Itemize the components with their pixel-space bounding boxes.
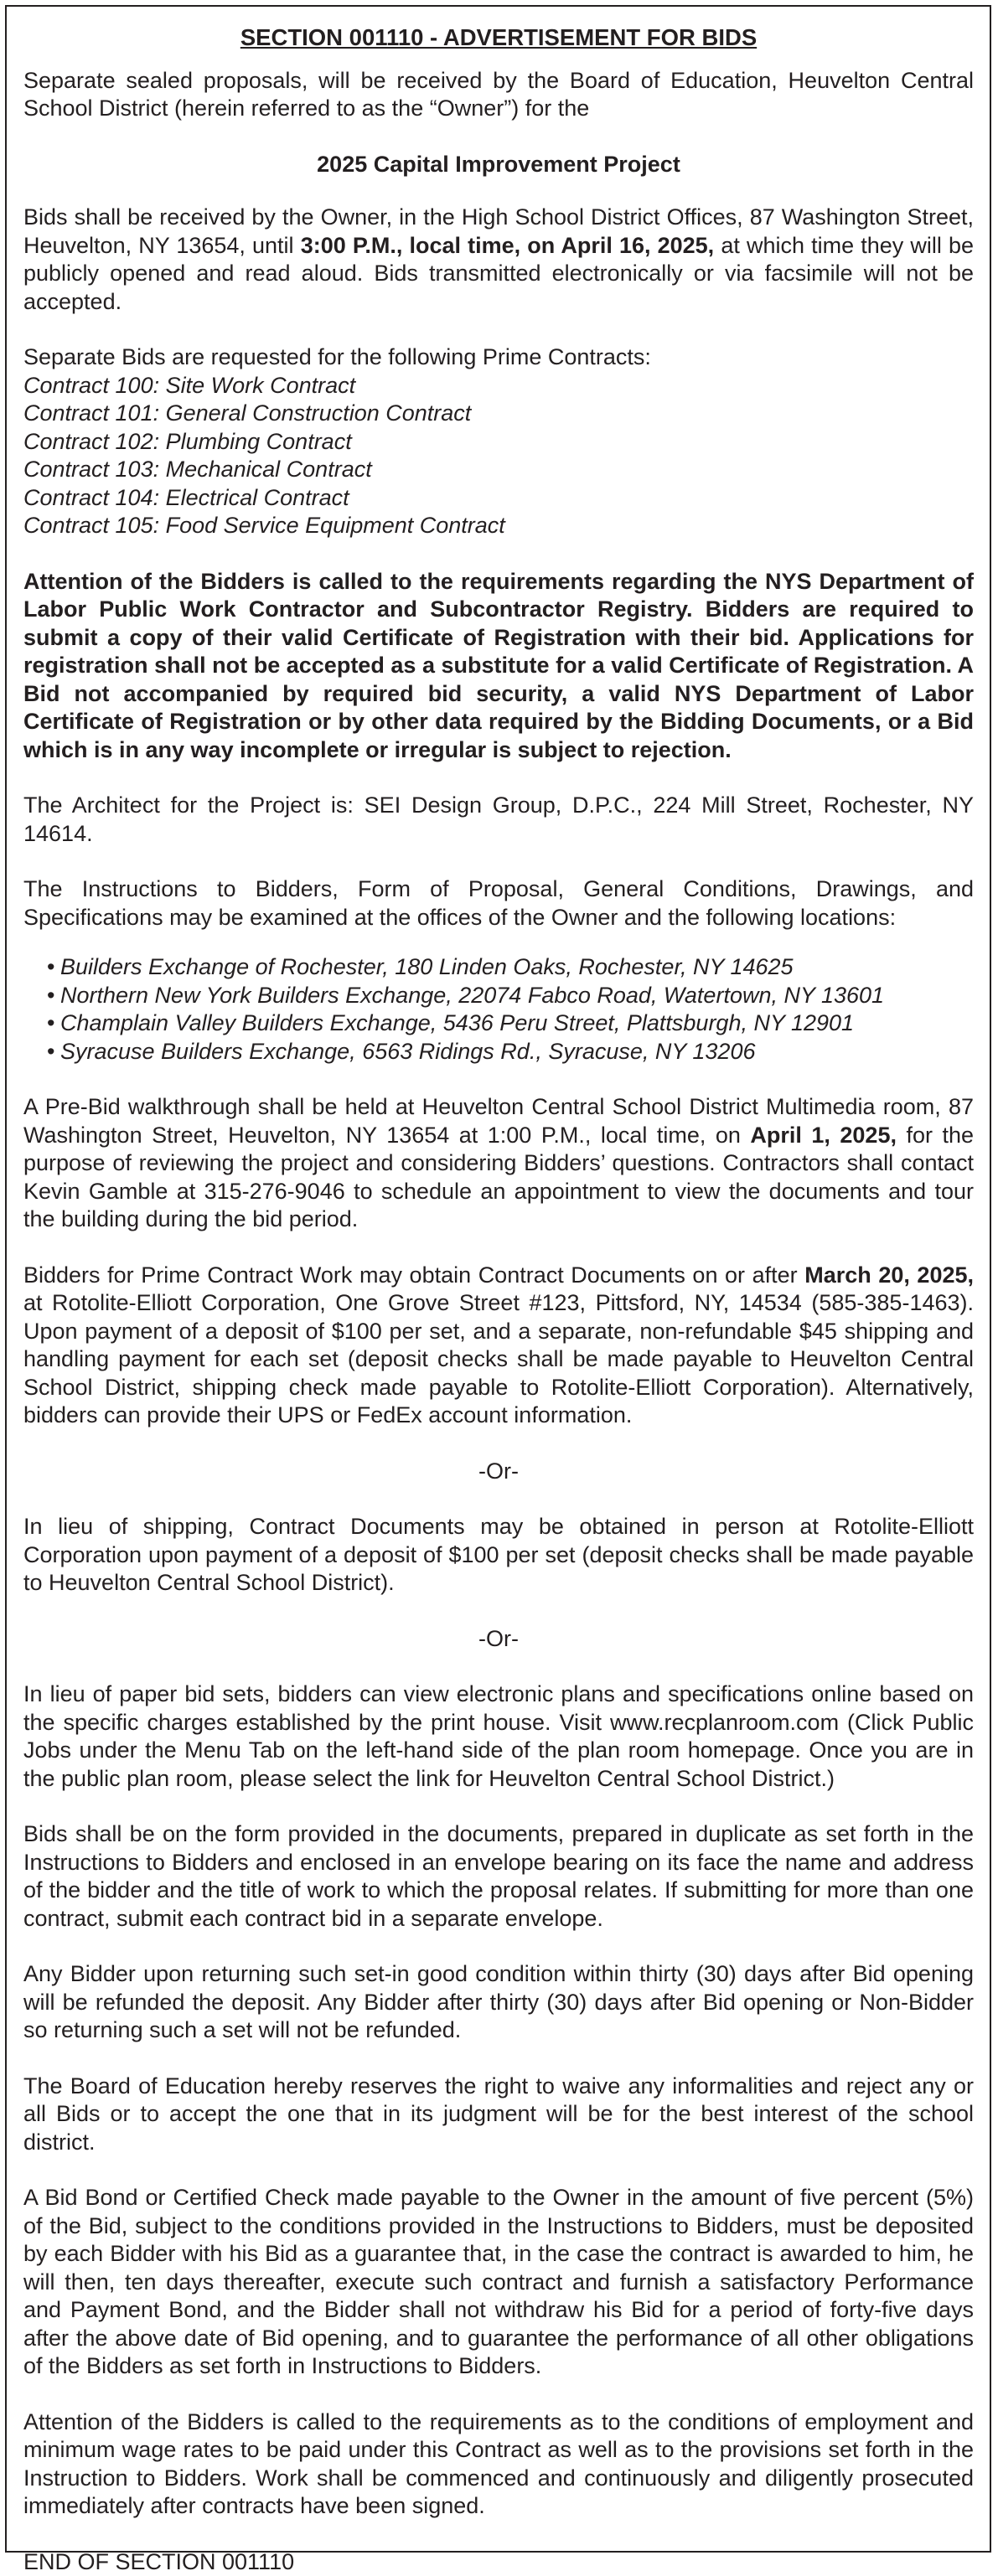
prebid-text-2: for the purpose of reviewing the project and considering Bidders’ questions. Contractors shall contact Kevin Gamble at 315-276-9046 to schedule an appointment to view the documents and tour the building during the bid period.: [23, 1123, 974, 1232]
location-item: • Syracuse Builders Exchange, 6563 Ridings Rd., Syracuse, NY 13206: [47, 1038, 974, 1066]
bid-deadline: 3:00 P.M., local time, on April 16, 2025,: [301, 233, 715, 258]
prime-contracts-intro: Separate Bids are requested for the following Prime Contracts:: [23, 343, 974, 372]
documents-paragraph: [23, 1262, 974, 1430]
contract-item: Contract 104: Electrical Contract: [23, 484, 974, 513]
wages-paragraph: Attention of the Bidders is called to the requirements as to the conditions of employment and minimum wage rates to be paid under this Contract as well as to the provisions set forth in the Instruction to Bidders. Work shall be commenced and continuously and diligently prosecuted immediately after contracts have been signed.: [23, 2408, 974, 2521]
contract-item: Contract 105: Food Service Equipment Contract: [23, 512, 974, 540]
advertisement-body: [23, 23, 974, 2576]
contracts-block: [23, 343, 974, 540]
form-paragraph: Bids shall be on the form provided in the documents, prepared in duplicate as set forth in the Instructions to Bidders and enclosed in an envelope bearing on its face the name and address of the bidder and the title of work to which the proposal relates. If submitting for more than one contract, submit each contract bid in a separate envelope.: [23, 1820, 974, 1933]
contract-item: Contract 102: Plumbing Contract: [23, 428, 974, 457]
refund-paragraph: Any Bidder upon returning such set-in good condition within thirty (30) days after Bid opening will be refunded the deposit. Any Bidder after thirty (30) days after Bid opening or Non-Bidder so returning such a set will not be refunded.: [23, 1960, 974, 2045]
architect-paragraph: The Architect for the Project is: SEI Design Group, D.P.C., 224 Mill Street, Rochester, NY 14614.: [23, 792, 974, 848]
prebid-date: April 1, 2025,: [750, 1123, 897, 1148]
project-name: 2025 Capital Improvement Project: [23, 151, 974, 179]
bids-received-paragraph: [23, 204, 974, 316]
end-of-section: END OF SECTION 001110: [23, 2548, 974, 2576]
documents-text: Bidders for Prime Contract Work may obtain Contract Documents on or after: [23, 1262, 804, 1288]
bids-received-text: Bids shall be received by the Owner, in the High School District Offices, 87 Washington Street, Heuvelton, NY 13654, until: [23, 204, 974, 258]
prebid-paragraph: [23, 1093, 974, 1234]
section-title: SECTION 001110 - ADVERTISEMENT FOR BIDS: [23, 23, 974, 52]
documents-text-2: at Rotolite-Elliott Corporation, One Grove Street #123, Pittsford, NY, 14534 (585-385-1463). Upon payment of a deposit of $100 per set, and a separate, non-refundable $45 shipping and handling payment for each set (deposit checks shall be made payable to Heuvelton Central School District, shipping check made payable to Rotolite-Elliott Corporation). Alternatively, bidders can provide their UPS or FedEx account information.: [23, 1290, 974, 1427]
location-item: • Champlain Valley Builders Exchange, 5436 Peru Street, Plattsburgh, NY 12901: [47, 1009, 974, 1038]
instructions-paragraph: The Instructions to Bidders, Form of Proposal, General Conditions, Drawings, and Specifications may be examined at the offices of the Owner and the following locations:: [23, 875, 974, 932]
reserves-paragraph: The Board of Education hereby reserves the right to waive any informalities and reject any or all Bids or to accept the one that in its judgment will be for the best interest of the school district.: [23, 2073, 974, 2157]
locations-list: [23, 953, 974, 1066]
or-separator: -Or-: [23, 1625, 974, 1654]
or-separator: -Or-: [23, 1458, 974, 1486]
documents-date: March 20, 2025,: [804, 1262, 974, 1288]
location-item: • Northern New York Builders Exchange, 22074 Fabco Road, Watertown, NY 13601: [47, 982, 974, 1010]
in-person-paragraph: In lieu of shipping, Contract Documents may be obtained in person at Rotolite-Elliott Corporation upon payment of a deposit of $100 per set (deposit checks shall be made payable to Heuvelton Central School District).: [23, 1513, 974, 1598]
registry-notice: Attention of the Bidders is called to the requirements regarding the NYS Department of Labor Public Work Contractor and Subcontractor Registry. Bidders are required to submit a copy of their valid Certificate of Registration with their bid. Applications for registration shall not be accepted as a substitute for a valid Certificate of Registration. A Bid not accompanied by required bid security, a valid NYS Department of Labor Certificate of Registration or by other data required by the Bidding Documents, or a Bid which is in any way incomplete or irregular is subject to rejection.: [23, 568, 974, 765]
bids-received-text-2: at which time they will be publicly opened and read aloud. Bids transmitted electronically or via facsimile will not be accepted.: [23, 233, 974, 314]
intro-paragraph: Separate sealed proposals, will be received by the Board of Education, Heuvelton Central School District (herein referred to as the “Owner”) for the: [23, 67, 974, 123]
contract-item: Contract 101: General Construction Contract: [23, 400, 974, 428]
contract-item: Contract 100: Site Work Contract: [23, 372, 974, 400]
prebid-text: A Pre-Bid walkthrough shall be held at Heuvelton Central School District Multimedia room, 87 Washington Street, Heuvelton, NY 13654 at 1:00 P.M., local time, on: [23, 1094, 974, 1148]
bond-paragraph: A Bid Bond or Certified Check made payable to the Owner in the amount of five percent (5%) of the Bid, subject to the conditions provided in the Instructions to Bidders, must be deposited by each Bidder with his Bid as a guarantee that, in the case the contract is awarded to him, he will then, ten days thereafter, execute such contract and furnish a satisfactory Performance and Payment Bond, and the Bidder shall not withdraw his Bid for a period of forty-five days after the above date of Bid opening, and to guarantee the performance of all other obligations of the Bidders as set forth in Instructions to Bidders.: [23, 2184, 974, 2381]
online-paragraph: In lieu of paper bid sets, bidders can view electronic plans and specifications online based on the specific charges established by the print house. Visit www.recplanroom.com (Click Public Jobs under the Menu Tab on the left-hand side of the plan room homepage. Once you are in the public plan room, please select the link for Heuvelton Central School District.): [23, 1680, 974, 1793]
contract-item: Contract 103: Mechanical Contract: [23, 456, 974, 484]
location-item: • Builders Exchange of Rochester, 180 Linden Oaks, Rochester, NY 14625: [47, 953, 974, 982]
